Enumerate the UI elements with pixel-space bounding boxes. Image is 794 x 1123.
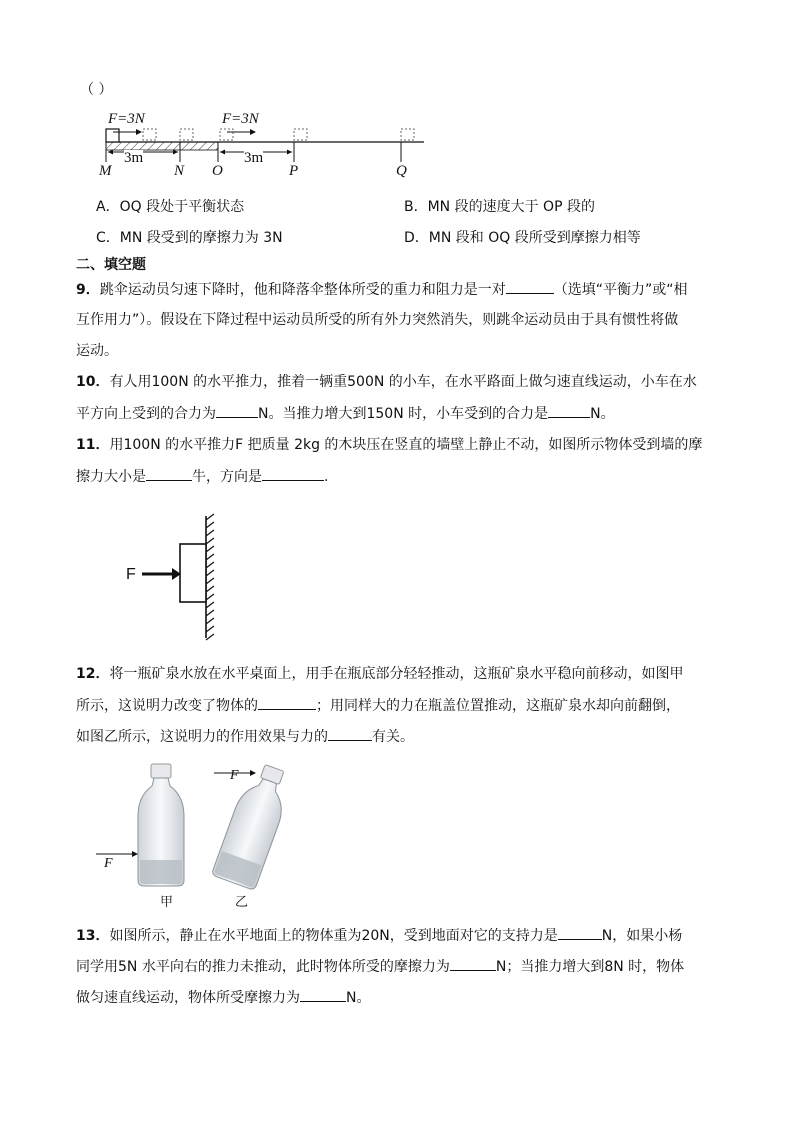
q13-text-2a: 同学用5N 水平向右的推力未推动，此时物体所受的摩擦力为 [76,959,450,975]
q12-force-right-label: F [230,768,239,783]
q13-blank-1[interactable] [558,925,602,940]
bottle-upright [138,764,184,886]
q12-text-2a: 所示，这说明力改变了物体的 [76,698,258,714]
bottle-tilted [211,760,296,890]
q9-line-3: 运动。 [76,343,118,359]
q8-motion-figure [96,108,436,184]
q12-caption-right: 乙 [235,895,249,910]
q10-text-2a: 平方向上受到的合力为 [76,406,216,422]
q13-blank-2[interactable] [450,956,496,971]
q11-force-label: F [126,566,136,583]
q12-text-1: 将一瓶矿泉水放在水平桌面上，用手在瓶底部分轻轻推动，这瓶矿泉水平稳向前移动，如图甲 [109,666,684,682]
q13-blank-3[interactable] [300,987,346,1002]
q9-line-1 [76,279,688,300]
q13-line-1 [76,925,682,946]
q13-text-1a: 如图所示，静止在水平地面上的物体重为20N，受到地面对它的支持力是 [109,928,558,944]
q10-text-2c: N。 [590,406,615,422]
q10-blank-2[interactable] [548,403,590,418]
q8-option-a: A．OQ 段处于平衡状态 [96,199,245,215]
q9-line-2: 互作用力”）。假设在下降过程中运动员所受的所有外力突然消失，则跳伞运动员由于具有惯性将做 [76,312,679,328]
q13-text-3b: N。 [346,990,371,1006]
q8-option-b: B．MN 段的速度大于 OP 段的 [404,199,595,215]
q11-text-1: 用100N 的水平推力F 把质量 2kg 的木块压在竖直的墙壁上静止不动，如图所示物体受到墙的摩 [109,437,703,453]
q12-line-3 [76,726,414,747]
q12-blank-2[interactable] [328,726,372,741]
q13-text-2b: N；当推力增大到8N 时，物体 [495,959,685,975]
section-title: 二、填空题 [76,257,146,273]
q12-bottles-figure [92,756,302,906]
q13-text-1b: N，如果小杨 [601,928,683,944]
q11-wall-figure [120,512,230,644]
q11-line-2 [76,466,328,487]
q12-force-left-label: F [104,856,113,871]
q8-option-c: C．MN 段受到的摩擦力为 3N [96,230,283,246]
q10-line-2 [76,403,615,424]
q12-blank-1[interactable] [258,695,316,710]
q10-line-1 [76,372,697,392]
q11-number: 11． [76,437,110,453]
q11-line-1 [76,435,702,455]
q11-text-2c: . [324,469,329,485]
q13-number: 13． [76,928,110,944]
q13-text-3a: 做匀速直线运动，物体所受摩擦力为 [76,990,300,1006]
q11-text-2b: 牛，方向是 [192,469,262,485]
q8-point-m: M [99,163,112,179]
q9-blank-1[interactable] [506,279,554,294]
q8-option-d: D．MN 段和 OQ 段所受到摩擦力相等 [404,230,641,246]
q10-blank-1[interactable] [216,403,258,418]
q8-dist-op: 3m [244,150,264,166]
q8-force-left-text: F=3N [108,111,145,127]
q10-number: 10． [76,374,110,390]
q11-text-2a: 擦力大小是 [76,469,146,485]
q12-text-3a: 如图乙所示，这说明力的作用效果与力的 [76,729,328,745]
q8-point-q: Q [396,163,407,179]
q10-text-2b: N。当推力增大到150N 时，小车受到的合力是 [258,406,549,422]
q8-point-o: O [212,163,223,179]
q13-line-2 [76,956,684,977]
q11-blank-2[interactable] [262,466,324,481]
q12-line-1 [76,664,683,684]
q11-blank-1[interactable] [146,466,192,481]
q9-text-1b: （选填“平衡力”或“相 [553,282,688,298]
q9-text-1a: 跳伞运动员匀速下降时，他和降落伞整体所受的重力和阻力是一对 [99,282,506,298]
q8-dist-mn: 3m [124,150,144,166]
q8-point-p: P [289,163,299,179]
q12-text-2b: ；用同样大的力在瓶盖位置推动，这瓶矿泉水却向前翻倒， [316,698,680,714]
q12-line-2 [76,695,680,716]
q8-point-n: N [174,163,185,179]
q9-number: 9． [76,282,100,298]
q12-number: 12． [76,666,110,682]
q12-text-3b: 有关。 [372,729,414,745]
q8-answer-paren: （ ） [80,82,113,98]
q13-line-3 [76,987,370,1008]
q12-caption-left: 甲 [160,895,174,910]
q10-text-1: 有人用100N 的水平推力，推着一辆重500N 的小车，在水平路面上做匀速直线运动，小车在水 [109,374,697,390]
q8-force-right-text: F=3N [222,111,259,127]
